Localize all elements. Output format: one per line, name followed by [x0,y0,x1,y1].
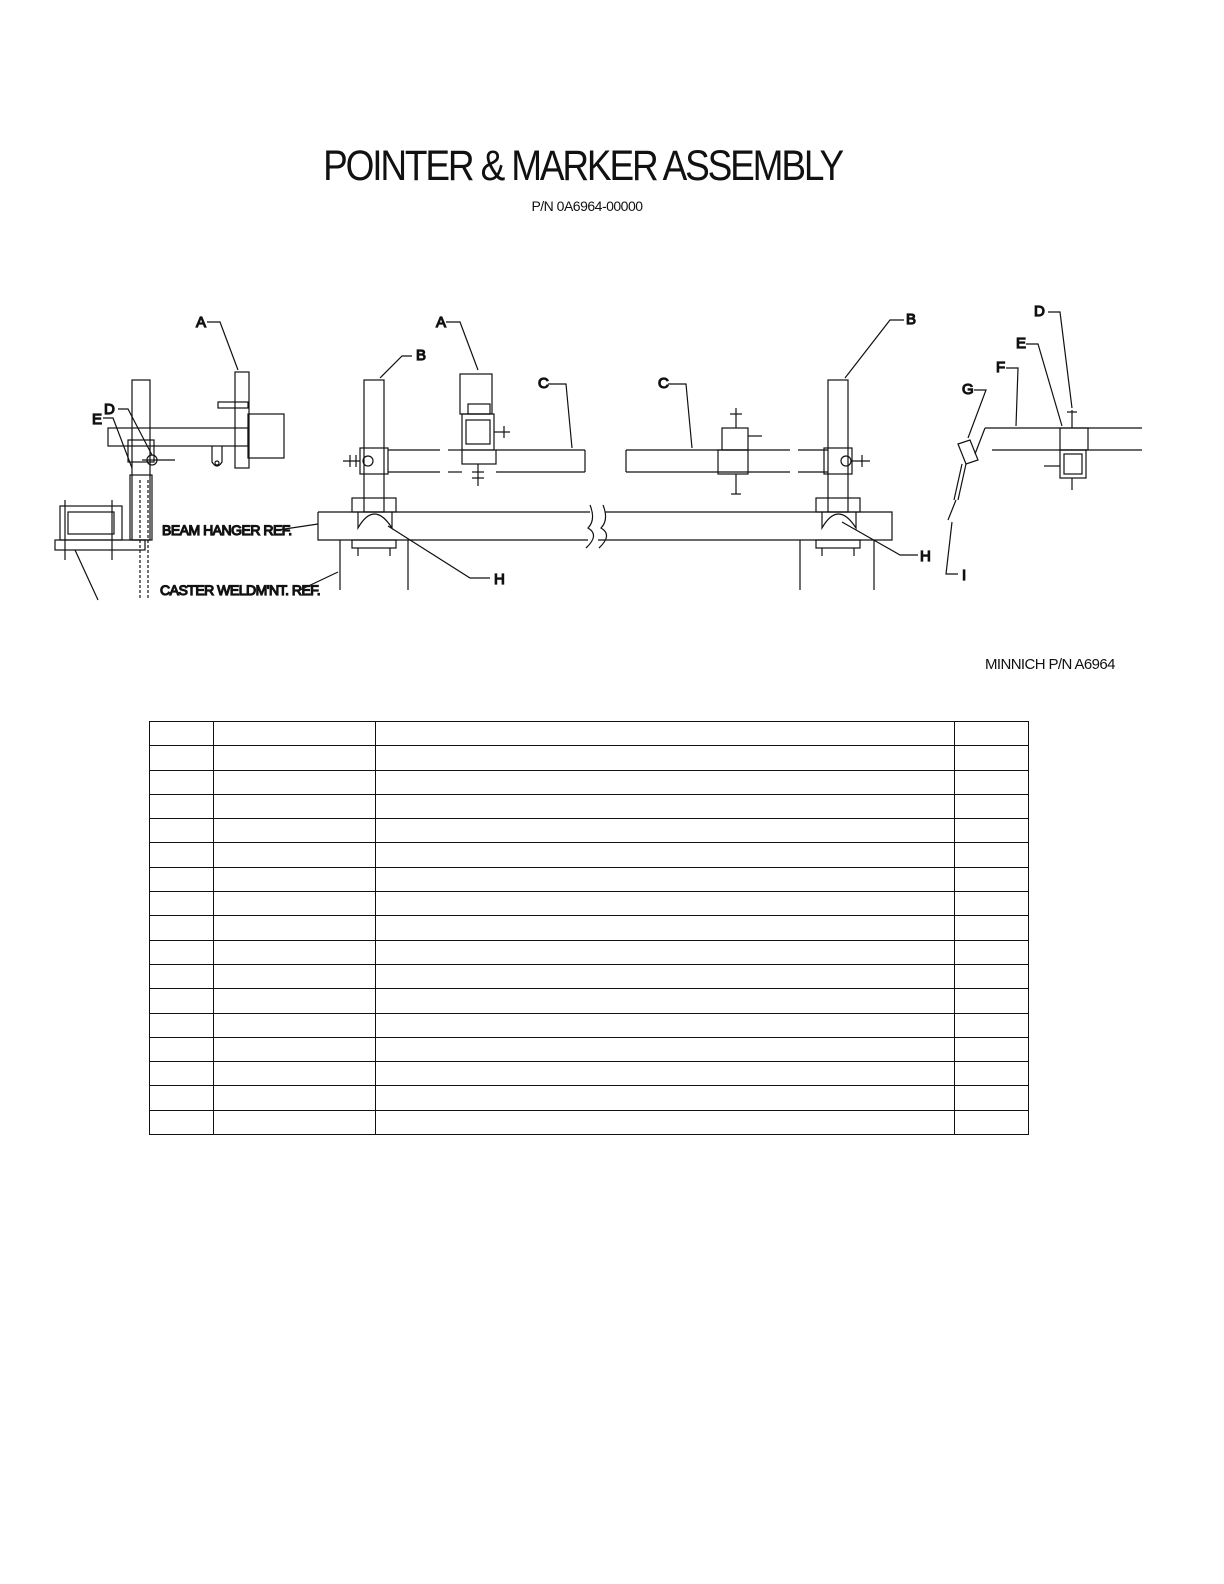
table-cell [955,964,1029,988]
table-row [150,964,1029,988]
table-cell [955,722,1029,746]
table-cell [955,916,1029,940]
table-row [150,916,1029,940]
front-view [278,374,892,590]
table-cell [955,892,1029,916]
table-row [150,1037,1029,1061]
table-cell [214,794,376,818]
parts-table-body [150,722,1029,1135]
table-cell [955,843,1029,867]
table-cell [214,964,376,988]
table-cell [150,916,214,940]
table-cell [955,770,1029,794]
callout-a-front: A [436,314,447,331]
table-cell [214,746,376,770]
table-cell [150,1013,214,1037]
table-cell [214,867,376,891]
table-cell [955,940,1029,964]
table-cell [214,892,376,916]
table-cell [150,722,214,746]
table-row [150,989,1029,1013]
table-cell [376,1062,955,1086]
table-cell [214,843,376,867]
table-cell [376,722,955,746]
table-cell [955,989,1029,1013]
table-cell [955,867,1029,891]
callout-g-right: G [962,381,974,398]
callout-b-front-left: B [416,347,427,364]
table-cell [150,746,214,770]
table-cell [955,1062,1029,1086]
table-cell [150,964,214,988]
table-cell [376,964,955,988]
right-view-leaders [946,312,1072,574]
left-side-view [55,372,284,600]
table-row [150,843,1029,867]
table-cell [214,989,376,1013]
table-cell [214,1062,376,1086]
table-cell [376,819,955,843]
table-cell [376,843,955,867]
table-cell [150,867,214,891]
right-detail-view [948,410,1142,520]
table-cell [150,1086,214,1110]
callout-c-front-left: C [538,375,549,392]
table-cell [376,916,955,940]
table-cell [150,794,214,818]
table-cell [376,892,955,916]
table-cell [376,794,955,818]
callout-i-right: I [962,567,967,584]
table-cell [955,1086,1029,1110]
table-cell [150,892,214,916]
part-number: P/N 0A6964-00000 [531,198,643,214]
table-row [150,770,1029,794]
table-cell [376,746,955,770]
table-row [150,794,1029,818]
table-cell [376,770,955,794]
table-cell [376,1086,955,1110]
callout-b-front-right: B [906,311,917,328]
callout-a-left: A [196,314,207,331]
table-row [150,867,1029,891]
callout-d-right: D [1034,303,1045,320]
callout-h-front-left: H [494,571,505,588]
table-cell [955,746,1029,770]
table-cell [955,794,1029,818]
table-cell [150,770,214,794]
table-cell [150,1110,214,1134]
table-row [150,892,1029,916]
callout-f-right: F [996,359,1006,376]
callout-c-front-right: C [658,375,669,392]
table-cell [376,1110,955,1134]
table-cell [150,989,214,1013]
table-row [150,1062,1029,1086]
table-cell [214,1013,376,1037]
callout-h-front-right: H [920,548,931,565]
table-cell [376,989,955,1013]
table-cell [955,1110,1029,1134]
callout-d-left: D [104,401,115,418]
front-view-leaders [380,320,918,578]
table-cell [214,1110,376,1134]
table-row [150,940,1029,964]
callout-e-right: E [1016,335,1027,352]
table-cell [214,819,376,843]
caster-weldment-reference: CASTER WELDM'NT. REF. [160,582,321,598]
table-cell [376,940,955,964]
table-row [150,1086,1029,1110]
table-row [150,1110,1029,1134]
table-cell [214,1037,376,1061]
table-cell [214,916,376,940]
table-cell [955,819,1029,843]
table-row [150,746,1029,770]
table-cell [376,1037,955,1061]
table-cell [955,1013,1029,1037]
beam-hanger-reference: BEAM HANGER REF. [162,522,292,538]
table-cell [955,1037,1029,1061]
table-cell [214,1086,376,1110]
table-cell [150,843,214,867]
table-cell [214,722,376,746]
table-cell [376,867,955,891]
document-title: POINTER & MARKER ASSEMBLY [323,142,843,190]
table-cell [214,770,376,794]
table-cell [150,819,214,843]
minnich-part-number: MINNICH P/N A6964 [985,656,1115,673]
table-row [150,819,1029,843]
assembly-drawing [0,290,1224,610]
table-cell [150,1062,214,1086]
table-row [150,1013,1029,1037]
table-cell [150,1037,214,1061]
table-cell [376,1013,955,1037]
parts-table [149,721,1029,1135]
table-cell [214,940,376,964]
table-cell [150,940,214,964]
callout-e-left: E [92,411,103,428]
table-row [150,722,1029,746]
